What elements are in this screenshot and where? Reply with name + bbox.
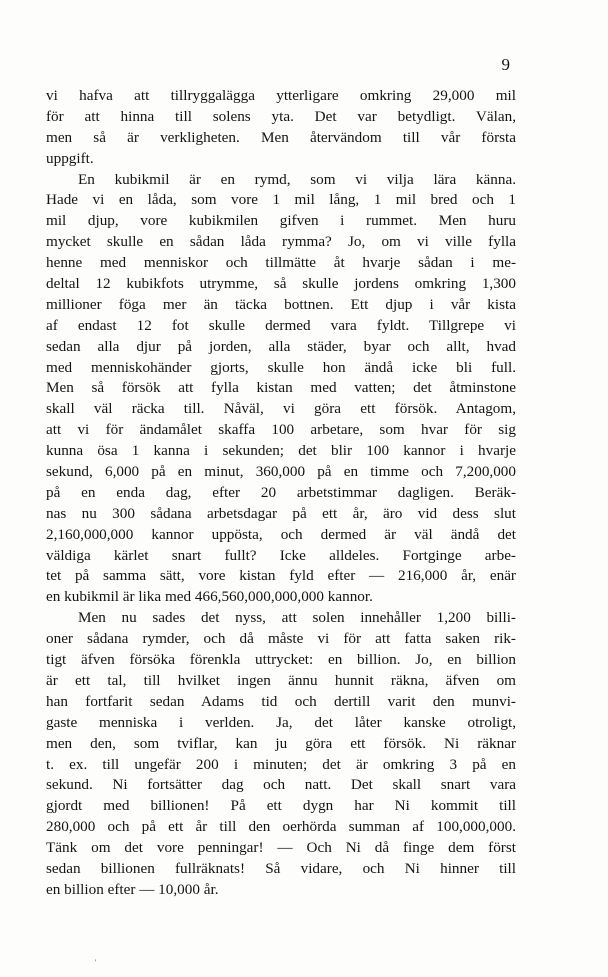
text-line: gaste menniska i verlden. Ja, det låter kanske otroligt, bbox=[46, 713, 516, 731]
text-line: tet på samma sätt, vore kistan fyld efter — 216,000 år, enär bbox=[46, 567, 516, 585]
text-line: deltal 12 kubikfots utrymme, så skulle jordens omkring 1,300 bbox=[46, 275, 516, 293]
body-text bbox=[46, 86, 516, 901]
text-line: Men nu sades det nyss, att solen innehåller 1,200 billi- bbox=[78, 609, 516, 627]
text-line: oner sådana rymder, och då måste vi för att fatta saken rik- bbox=[46, 630, 516, 648]
text-line: men så är verkligheten. Men återvändom till vår första bbox=[46, 128, 516, 146]
text-line: skall väl räcka till. Nåväl, vi göra ett försök. Antagom, bbox=[46, 400, 516, 418]
text-line: sekund, 6,000 på en minut, 360,000 på en timme och 7,200,000 bbox=[46, 463, 516, 481]
text-line: 2,160,000,000 kannor uppösta, och dermed är väl ändå det bbox=[46, 525, 516, 543]
text-line: en kubikmil är lika med 466,560,000,000,000 kannor. bbox=[46, 588, 373, 606]
print-speck: ' bbox=[95, 958, 97, 967]
text-line: nas nu 300 sådana arbetsdagar på ett år, äro vid dess slut bbox=[46, 504, 516, 522]
text-line: för att hinna till solens yta. Det var betydligt. Välan, bbox=[46, 107, 516, 125]
text-line: Tänk om det vore penningar! — Och Ni då finge dem först bbox=[46, 839, 516, 857]
text-line: han fortfarit sedan Adams tid och dertill varit den munvi- bbox=[46, 692, 516, 710]
text-line: Hade vi en låda, som vore 1 mil lång, 1 mil bred och 1 bbox=[46, 191, 516, 209]
text-line: 280,000 och på ett år till den oerhörda summan af 100,000,000. bbox=[46, 818, 516, 836]
text-line: En kubikmil är en rymd, som vi vilja lära känna. bbox=[78, 170, 516, 188]
text-line: gjordt med billionen! På ett dygn har Ni kommit till bbox=[46, 797, 516, 815]
text-line: henne med menniskor och tillmätte åt hvarje sådan i me- bbox=[46, 254, 516, 272]
text-line: vi hafva att tillryggalägga ytterligare omkring 29,000 mil bbox=[46, 87, 516, 104]
text-line: millioner föga mer än täcka bottnen. Ett djup i vår kista bbox=[46, 295, 516, 313]
text-line: att vi för ändamålet skaffa 100 arbetare, som hvar för sig bbox=[46, 421, 516, 439]
text-line: men den, som tviflar, kan ju göra ett försök. Ni räknar bbox=[46, 734, 516, 752]
text-line: en billion efter — 10,000 år. bbox=[46, 880, 219, 898]
text-line: mil djup, vore kubikmilen gifven i rummet. Men huru bbox=[46, 212, 516, 230]
text-line: af endast 12 fot skulle dermed vara fyldt. Tillgrepe vi bbox=[46, 316, 516, 334]
text-line: uppgift. bbox=[46, 149, 94, 167]
text-line: kunna ösa 1 kanna i sekunden; det blir 100 kannor i hvarje bbox=[46, 442, 516, 460]
text-line: mycket skulle en sådan låda rymma? Jo, om vi ville fylla bbox=[46, 233, 516, 251]
text-line: väldiga kärlet snart fullt? Icke alldeles. Fortginge arbe- bbox=[46, 546, 516, 564]
text-line: Men så försök att fylla kistan med vatten; det åtminstone bbox=[46, 379, 516, 397]
text-line: sekund. Ni fortsätter dag och natt. Det skall snart vara bbox=[46, 776, 516, 794]
text-line: är ett tal, till hvilket ingen ännu hunnit räkna, äfven om bbox=[46, 671, 516, 689]
page-number: 9 bbox=[501, 55, 510, 74]
text-line: på en enda dag, efter 20 arbetstimmar dagligen. Beräk- bbox=[46, 483, 516, 501]
text-line: med menniskohänder gjorts, skulle hon ändå icke bli full. bbox=[46, 358, 516, 376]
text-line: sedan alla djur på jorden, alla städer, byar och allt, hvad bbox=[46, 337, 516, 355]
text-line: tigt äfven försöka förenkla uttrycket: en billion. Jo, en billion bbox=[46, 651, 516, 669]
text-line: sedan billionen fullräknats! Så vidare, och Ni hinner till bbox=[46, 859, 516, 877]
text-line: t. ex. till ungefär 200 i minuten; det är omkring 3 på en bbox=[46, 755, 516, 773]
